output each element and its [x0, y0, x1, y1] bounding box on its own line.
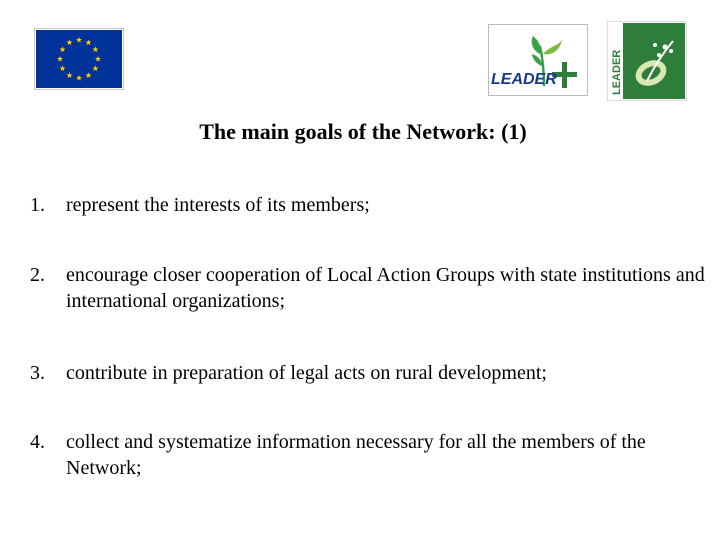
list-item-text: encourage closer cooperation of Local Action Groups with state institutions and international organizations;	[66, 264, 705, 312]
list-item-number: 4.	[30, 431, 45, 453]
leader-plus-logo	[488, 24, 588, 96]
list-item-text: collect and systematize information necessary for all the members of the Network;	[66, 431, 646, 479]
list-item-text: contribute in preparation of legal acts on rural development;	[66, 362, 547, 384]
list-item-number: 1.	[30, 194, 45, 216]
list-item	[30, 429, 710, 481]
list-item-number: 3.	[30, 362, 45, 384]
leader-logo	[607, 21, 687, 101]
list-item	[30, 360, 710, 386]
list-item	[30, 262, 710, 314]
list-item-number: 2.	[30, 264, 45, 286]
leader-plus-wordmark: LEADER	[491, 71, 557, 88]
list-item-text: represent the interests of its members;	[66, 194, 370, 216]
list-item	[30, 192, 710, 218]
page-title: The main goals of the Network: (1)	[199, 119, 527, 144]
eu-flag-logo	[34, 28, 124, 90]
leader-vertical-wordmark: LEADER	[611, 49, 623, 95]
